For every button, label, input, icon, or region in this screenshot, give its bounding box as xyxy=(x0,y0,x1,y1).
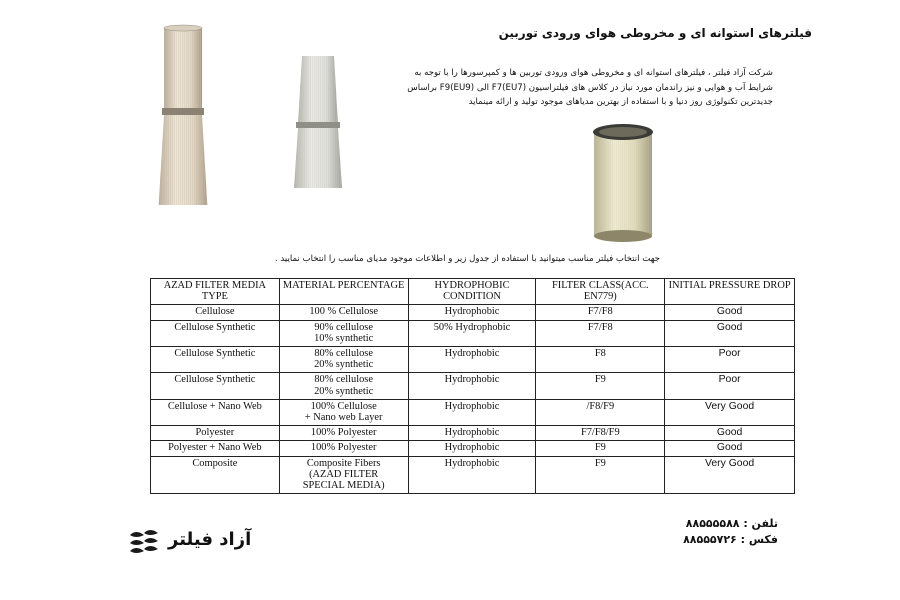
filter-class-cell: F8 xyxy=(536,347,665,373)
media-spec-table xyxy=(150,278,795,494)
table-body xyxy=(151,305,795,494)
table-row xyxy=(151,456,795,494)
table-row xyxy=(151,320,795,346)
media-type-cell: Cellulose Synthetic xyxy=(151,373,280,399)
material-cell: Composite Fibers (AZAD FILTER SPECIAL MEDIA) xyxy=(279,456,408,494)
pressure-drop-cell: Very Good xyxy=(665,456,795,494)
hydrophobic-cell: Hydrophobic xyxy=(408,399,536,425)
media-type-cell: Cellulose xyxy=(151,305,280,320)
table-selection-note: جهت انتخاب فیلتر مناسب میتوانید با استفاده از جدول زیر و اطلاعات موجود مدیای مناسب را انتخاب نمایید . xyxy=(274,254,660,264)
table-row xyxy=(151,305,795,320)
table-row xyxy=(151,426,795,441)
material-cell: 80% cellulose 20% synthetic xyxy=(279,347,408,373)
filter-image-cylinder-cone xyxy=(150,20,220,205)
table-row xyxy=(151,399,795,425)
column-header-pressure-drop: INITIAL PRESSURE DROP xyxy=(665,279,795,305)
column-header-filter-class: FILTER CLASS(ACC. EN779) xyxy=(536,279,665,305)
contact-block xyxy=(530,516,778,548)
media-type-cell: Polyester + Nano Web xyxy=(151,441,280,456)
hydrophobic-cell: Hydrophobic xyxy=(408,305,536,320)
filter-class-cell: F7/F8 xyxy=(536,320,665,346)
media-type-cell: Polyester xyxy=(151,426,280,441)
table-header-row xyxy=(151,279,795,305)
pressure-drop-cell: Poor xyxy=(665,373,795,399)
media-type-cell: Cellulose Synthetic xyxy=(151,320,280,346)
filter-class-cell: F9 xyxy=(536,373,665,399)
hydrophobic-cell: 50% Hydrophobic xyxy=(408,320,536,346)
material-cell: 100% Cellulose + Nano web Layer xyxy=(279,399,408,425)
filter-image-cylindrical xyxy=(588,120,658,245)
hydrophobic-cell: Hydrophobic xyxy=(408,441,536,456)
filter-class-cell: F7/F8/F9 xyxy=(536,426,665,441)
material-cell: 100 % Cellulose xyxy=(279,305,408,320)
column-header-hydrophobic: HYDROPHOBIC CONDITION xyxy=(408,279,536,305)
fax-number: فکس : ۸۸۵۵۵۷۲۶ xyxy=(683,533,778,546)
page-title: فیلترهای استوانه ای و مخروطی هوای ورودی توربین xyxy=(498,26,812,40)
pressure-drop-cell: Very Good xyxy=(665,399,795,425)
material-cell: 100% Polyester xyxy=(279,426,408,441)
column-header-media-type: AZAD FILTER MEDIA TYPE xyxy=(151,279,280,305)
pressure-drop-cell: Good xyxy=(665,320,795,346)
hydrophobic-cell: Hydrophobic xyxy=(408,373,536,399)
material-cell: 90% cellulose 10% synthetic xyxy=(279,320,408,346)
phone-number: تلفن : ۸۸۵۵۵۵۸۸ xyxy=(685,517,778,530)
media-type-cell: Cellulose + Nano Web xyxy=(151,399,280,425)
filter-class-cell: F9 xyxy=(536,441,665,456)
hydrophobic-cell: Hydrophobic xyxy=(408,426,536,441)
filter-class-cell: F7/F8 xyxy=(536,305,665,320)
pressure-drop-cell: Poor xyxy=(665,347,795,373)
media-type-cell: Cellulose Synthetic xyxy=(151,347,280,373)
logo-wordmark: آزاد فیلتر xyxy=(168,529,252,550)
material-cell: 80% cellulose 20% synthetic xyxy=(279,373,408,399)
intro-paragraph: شرکت آزاد فیلتر ، فیلترهای استوانه ای و مخروطی هوای ورودی توربین ها و کمپرسورها را با توجه به شرایط آب و هوایی و نیز راندمان مورد نیاز در کلاس های فیلتراسیون F7(EU7) الی F9(EU9) براساس جدیدترین تکنولوژی روز دنیا و با استفاده از بهترین مدیاهای موجود تولید و ارائه مینماید xyxy=(407,68,773,107)
column-header-material: MATERIAL PERCENTAGE xyxy=(279,279,408,305)
pressure-drop-cell: Good xyxy=(665,305,795,320)
hydrophobic-cell: Hydrophobic xyxy=(408,347,536,373)
table-row xyxy=(151,441,795,456)
media-type-cell: Composite xyxy=(151,456,280,494)
hydrophobic-cell: Hydrophobic xyxy=(408,456,536,494)
filter-class-cell: /F8/F9 xyxy=(536,399,665,425)
table-row xyxy=(151,373,795,399)
filter-image-conical xyxy=(290,52,350,192)
filter-class-cell: F9 xyxy=(536,456,665,494)
pressure-drop-cell: Good xyxy=(665,426,795,441)
pressure-drop-cell: Good xyxy=(665,441,795,456)
material-cell: 100% Polyester xyxy=(279,441,408,456)
table-row xyxy=(151,347,795,373)
